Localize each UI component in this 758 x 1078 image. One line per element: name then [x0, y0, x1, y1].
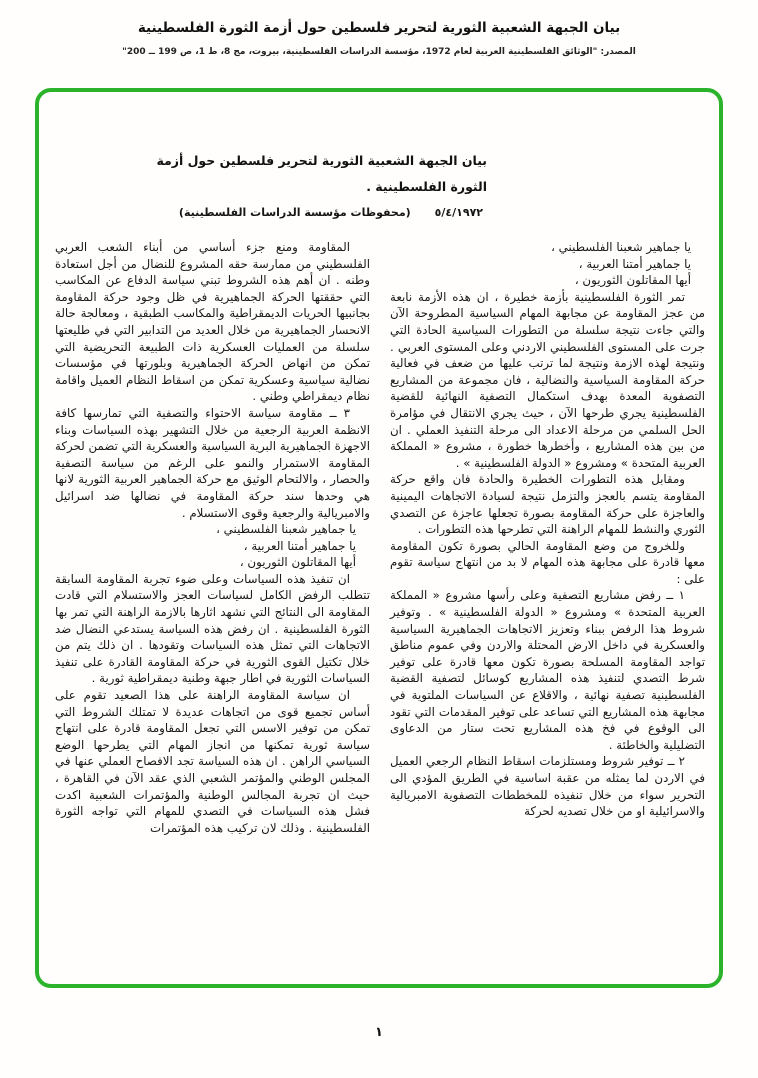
- document-meta: [55, 206, 483, 219]
- salutation-line: أيها المقاتلون الثوريون ،: [239, 555, 356, 570]
- document-title-line2: الثورة الفلسطينية .: [366, 179, 487, 194]
- paragraph: المقاومة ومنع جزء أساسي من أبناء الشعب العربي الفلسطيني من ممارسة حقه المشروع للنضال من أجل استعادة وطنه . ان أهم هذه الشروط تبني سياسة الدفاع عن المكاسب التي حققتها الحركة الجماهيرية في ظل وجود حركة المقاومة بجانبيها الحريات الديمقراطية والمكاسب الطبقية ، ومعالجة حالة الانحسار الجماهيرية من خلال العديد من التدابير التي في طليعتها سلسلة من العمليات العسكرية ذات الطبيعة التحريضية التي تمكن من انهاض الحركة الجماهيرية وبلورتها في مؤسسات نضالية سياسية وعسكرية تمكن من اسقاط النظام العميل واقامة نظام ديمقراطي وطني .: [55, 240, 370, 404]
- document-date: ٥/٤/١٩٧٢: [434, 206, 483, 219]
- column-right: [390, 239, 705, 836]
- document-frame: [35, 88, 723, 988]
- page-title: بيان الجبهة الشعبية الثورية لتحرير فلسطين حول أزمة الثورة الفلسطينية: [137, 20, 621, 36]
- text-columns: [55, 239, 705, 836]
- paragraph: تمر الثورة الفلسطينية بأزمة خطيرة ، ان هذه الأزمة نابعة من عجز المقاومة عن مجابهة المهام السياسية المطروحة الآن والتي جاءت نتيجة سلسلة من التطورات السياسية الحادة التي جرت على المستوى الفلسطيني الاردني وعلى المستوى العربي . ونتيجة لهذه الازمة ونتيجة لما ترتب عليها من ضعف في فعالية حركة المقاومة السياسية والنضالية ، فان مجموعة من المشاريع التصفوية المعدة بهدف استكمال التصفية النهائية للقضية الفلسطينية يجري طرحها الآن ، حيث يجري الانتقال في مؤامرة الحل السلمي من مرحلة الاعداد الى مرحلة التنفيذ العملي . ان من بين هذه المشاريع ، وأخطرها خطورة ، مشروع « المملكة العربية المتحدة » ومشروع « الدولة الفلسطينية » .: [390, 289, 705, 470]
- page-number: ١: [375, 1025, 383, 1040]
- numbered-paragraph-1: ١ ــ رفض مشاريع التصفية وعلى رأسها مشروع « المملكة العربية المتحدة » ومشروع « الدولة الفلسطينية » . وتوفير شروط هذا الرفض ببناء وتعزيز الاتجاهات الجماهيرية السياسية والعسكرية في داخل الارض المحتلة والاردن وفي عموم مناطق تواجد المقاومة المسلحة بصورة تكون معها قادرة على توفير شرط التصدي لتنفيذ هذه المشاريع كوسائل لتصفية القضية الفلسطينية تصفية نهائية ، والاقلاع عن السياسات الملتوية في مجابهة هذه المشاريع التي تساعد على توفير المقدمات التي تقود الى الوقوع في فخ هذه المشاريع تحت ستار من الدعاوى التضليلية والخاطئة .: [390, 588, 705, 752]
- paragraph: ومقابل هذه التطورات الخطيرة والحادة فان واقع حركة المقاومة يتسم بالعجز والتزمل نتيجة لسيادة الاتجاهات اليمينية والعاجزة على حركة المقاومة بصورة تجعلها عاجزة عن التصدي الثوري والنشط للمهام الراهنة التي تطرحها هذه التطورات .: [390, 472, 705, 537]
- document-title: [55, 148, 487, 200]
- paragraph: ان سياسة المقاومة الراهنة على هذا الصعيد تقوم على أساس تجميع قوى من اتجاهات عديدة لا تمتلك الشروط التي تمكن من توفير الاسس التي تجعل المقاومة قادرة على انتهاج سياسة ثورية تمكنها من انجاز المهام التي يطرحها الوضع السياسي الراهن . ان هذه السياسة تجد الافصاح العملي عنها في المجلس الوطني والمؤتمر الشعبي الذي عقد الآن في القاهرة ، حيث ان تجربة المجالس الوطنية والمؤتمرات الشعبية اكدت فشل هذه السياسات في التصدي للمهام التي تواجه الثورة الفلسطينية . وذلك لان تركيب هذه المؤتمرات: [55, 688, 370, 835]
- salutation-line: يا جماهير أمتنا العربية ،: [578, 256, 691, 271]
- paragraph: وللخروج من وضع المقاومة الحالي بصورة تكون المقاومة معها قادرة على مجابهة هذه المهام لا بد من انتهاج سياسة تقوم على :: [390, 538, 705, 586]
- page-header: [0, 0, 758, 57]
- column-left: [55, 239, 370, 836]
- document-title-line1: بيان الجبهة الشعبية الثورية لتحرير فلسطين حول أزمة: [156, 153, 487, 168]
- paragraph: ان تنفيذ هذه السياسات وعلى ضوء تجربة المقاومة السابقة تتطلب الرفض الكامل لسياسات العجز والاستسلام التي قادت المقاومة الى النتائج التي نشهد اثارها بالازمة الراهنة التي تمر بها الثورة الفلسطينية . ان رفض هذه السياسة يستدعي النضال ضد الاتجاهات التي تمثل هذه السياسات وتقودها . ان ذلك يتم من خلال تكتيل القوى الثورية في حركة المقاومة القادرة على تنفيذ السياسات الثورية في اطار جبهة وطنية ديمقراطية ثورية .: [55, 571, 370, 686]
- archive-note: (محفوظات مؤسسة الدراسات الفلسطينية): [178, 206, 411, 219]
- numbered-paragraph-3: ٣ ــ مقاومة سياسة الاحتواء والتصفية التي تمارسها كافة الانظمة العربية الرجعية من خلال التشهير بهذه السياسات وبناء الاجهزة الجماهيرية البرية السياسية والعسكرية التي تضمن لحركة المقاومة الاستمرار والنمو على الرغم من سياسة التصفية والحصار ، والالتحام الوثيق مع حركة الجماهير العربية الثورية لانها هي وحدها سند حركة المقاومة في نضالها ضد اسرائيل والامبريالية والرجعية وقوى الاستسلام .: [55, 405, 370, 520]
- numbered-paragraph-2: ٢ ــ توفير شروط ومستلزمات اسقاط النظام الرجعي العميل في الاردن لما يمثله من عقبة اساسية في الطريق المؤدي الى التحرير سواء من خلال تنفيذه للمخططات التصفوية الامبريالية والاسرائيلية او من خلال تصديه لحركة: [390, 754, 705, 819]
- salutation-line: يا جماهير شعبنا الفلسطيني ،: [216, 522, 356, 537]
- salutation-line: يا جماهير شعبنا الفلسطيني ،: [551, 240, 691, 254]
- document-body: [39, 92, 719, 984]
- salutation-line: يا جماهير أمتنا العربية ،: [243, 538, 356, 553]
- source-citation: المصدر: "الوثائق الفلسطينية العربية لعام 1972، مؤسسة الدراسات الفلسطينية، بيروت، مج 8، ط 1، ص 199 ــ 200": [122, 47, 636, 57]
- salutation-line: أيها المقاتلون الثوريون ،: [574, 273, 691, 288]
